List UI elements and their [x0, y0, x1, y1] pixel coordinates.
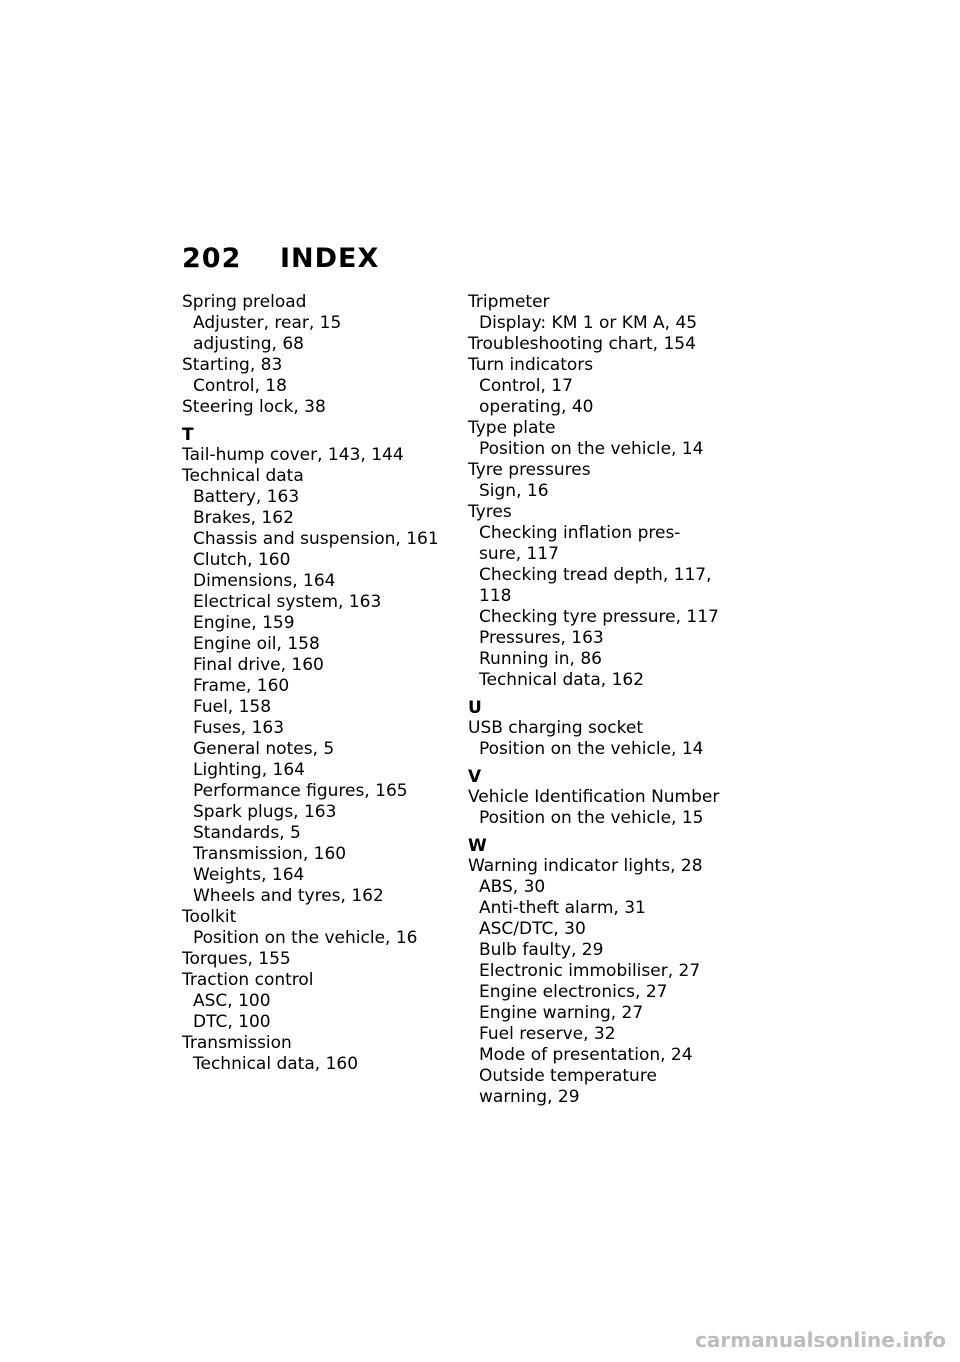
index-subentry: Electronic immobiliser, 27	[479, 961, 701, 981]
index-subentry: Chassis and suspension, 161	[193, 529, 439, 549]
index-subentry: Frame, 160	[193, 676, 290, 696]
page-number: 202	[182, 243, 242, 274]
index-subentry: adjusting, 68	[193, 334, 304, 354]
index-entry: Tyre pressures	[468, 460, 591, 480]
index-subentry: Standards, 5	[193, 823, 301, 843]
index-letter-heading: U	[468, 698, 482, 718]
index-subentry: Display: KM 1 or KM A, 45	[479, 313, 698, 333]
index-subentry: Sign, 16	[479, 481, 549, 501]
index-letter-heading: V	[468, 767, 482, 787]
index-subentry: Engine warning, 27	[479, 1003, 644, 1023]
index-letter-heading: T	[182, 425, 194, 445]
index-entry: Tyres	[468, 502, 512, 522]
index-subentry: sure, 117	[479, 544, 559, 564]
index-subentry: operating, 40	[479, 397, 594, 417]
index-subentry: Clutch, 160	[193, 550, 291, 570]
index-entry: Technical data	[182, 466, 304, 486]
index-subentry: Engine oil, 158	[193, 634, 320, 654]
index-subentry: Pressures, 163	[479, 628, 604, 648]
index-entry: Toolkit	[182, 907, 237, 927]
index-subentry: General notes, 5	[193, 739, 335, 759]
index-subentry: Spark plugs, 163	[193, 802, 337, 822]
index-entry: Torques, 155	[182, 949, 291, 969]
index-entry: Troubleshooting chart, 154	[468, 334, 696, 354]
index-subentry: Final drive, 160	[193, 655, 324, 675]
index-entry: Spring preload	[182, 292, 307, 312]
index-subentry: Bulb faulty, 29	[479, 940, 604, 960]
index-subentry: ASC, 100	[193, 991, 271, 1011]
index-entry: Traction control	[182, 970, 314, 990]
page-header	[182, 243, 379, 274]
index-subentry: Engine, 159	[193, 613, 295, 633]
index-subentry: Electrical system, 163	[193, 592, 382, 612]
index-subentry: Dimensions, 164	[193, 571, 336, 591]
index-subentry: ASC/DTC, 30	[479, 919, 586, 939]
index-entry: Turn indicators	[468, 355, 594, 375]
index-subentry: warning, 29	[479, 1087, 580, 1107]
index-subentry: Checking tyre pressure, 117	[479, 607, 719, 627]
index-subentry: DTC, 100	[193, 1012, 271, 1032]
index-subentry: Adjuster, rear, 15	[193, 313, 342, 333]
index-subentry: Checking tread depth, 117,	[479, 565, 712, 585]
index-subentry: ABS, 30	[479, 877, 546, 897]
index-subentry: Checking inflation pres-	[479, 523, 681, 543]
index-subentry: Outside temperature	[479, 1066, 657, 1086]
index-subentry: Mode of presentation, 24	[479, 1045, 693, 1065]
index-column-right	[468, 292, 740, 1108]
index-subentry: Control, 18	[193, 376, 287, 396]
index-subentry: Fuel reserve, 32	[479, 1024, 616, 1044]
page-title: INDEX	[280, 243, 380, 274]
index-subentry: Battery, 163	[193, 487, 300, 507]
index-subentry: Lighting, 164	[193, 760, 305, 780]
index-entry: Vehicle Identification Number	[468, 787, 720, 807]
index-subentry: Position on the vehicle, 14	[479, 439, 704, 459]
index-subentry: Wheels and tyres, 162	[193, 886, 384, 906]
index-entry: Steering lock, 38	[182, 397, 326, 417]
index-subentry: Fuel, 158	[193, 697, 272, 717]
index-subentry: Anti-theft alarm, 31	[479, 898, 646, 918]
index-entry: Transmission	[182, 1033, 292, 1053]
index-entry: Starting, 83	[182, 355, 283, 375]
index-entry: Type plate	[468, 418, 556, 438]
index-entry: Tripmeter	[468, 292, 550, 312]
index-subentry: Control, 17	[479, 376, 573, 396]
index-subentry: 118	[479, 586, 512, 606]
index-subentry: Brakes, 162	[193, 508, 294, 528]
index-letter-heading: W	[468, 836, 487, 856]
index-entry: USB charging socket	[468, 718, 643, 738]
index-subentry: Fuses, 163	[193, 718, 285, 738]
index-subentry: Technical data, 160	[193, 1054, 359, 1074]
watermark-text: carmanualsonline.info	[695, 1328, 946, 1352]
index-subentry: Running in, 86	[479, 649, 603, 669]
index-subentry: Performance figures, 165	[193, 781, 408, 801]
index-subentry: Position on the vehicle, 16	[193, 928, 418, 948]
index-subentry: Position on the vehicle, 14	[479, 739, 704, 759]
index-subentry: Position on the vehicle, 15	[479, 808, 704, 828]
index-entry: Warning indicator lights, 28	[468, 856, 703, 876]
index-column-left	[182, 292, 454, 1075]
index-subentry: Weights, 164	[193, 865, 305, 885]
index-subentry: Transmission, 160	[193, 844, 347, 864]
index-subentry: Technical data, 162	[479, 670, 645, 690]
index-subentry: Engine electronics, 27	[479, 982, 668, 1002]
index-entry: Tail-hump cover, 143, 144	[182, 445, 404, 465]
